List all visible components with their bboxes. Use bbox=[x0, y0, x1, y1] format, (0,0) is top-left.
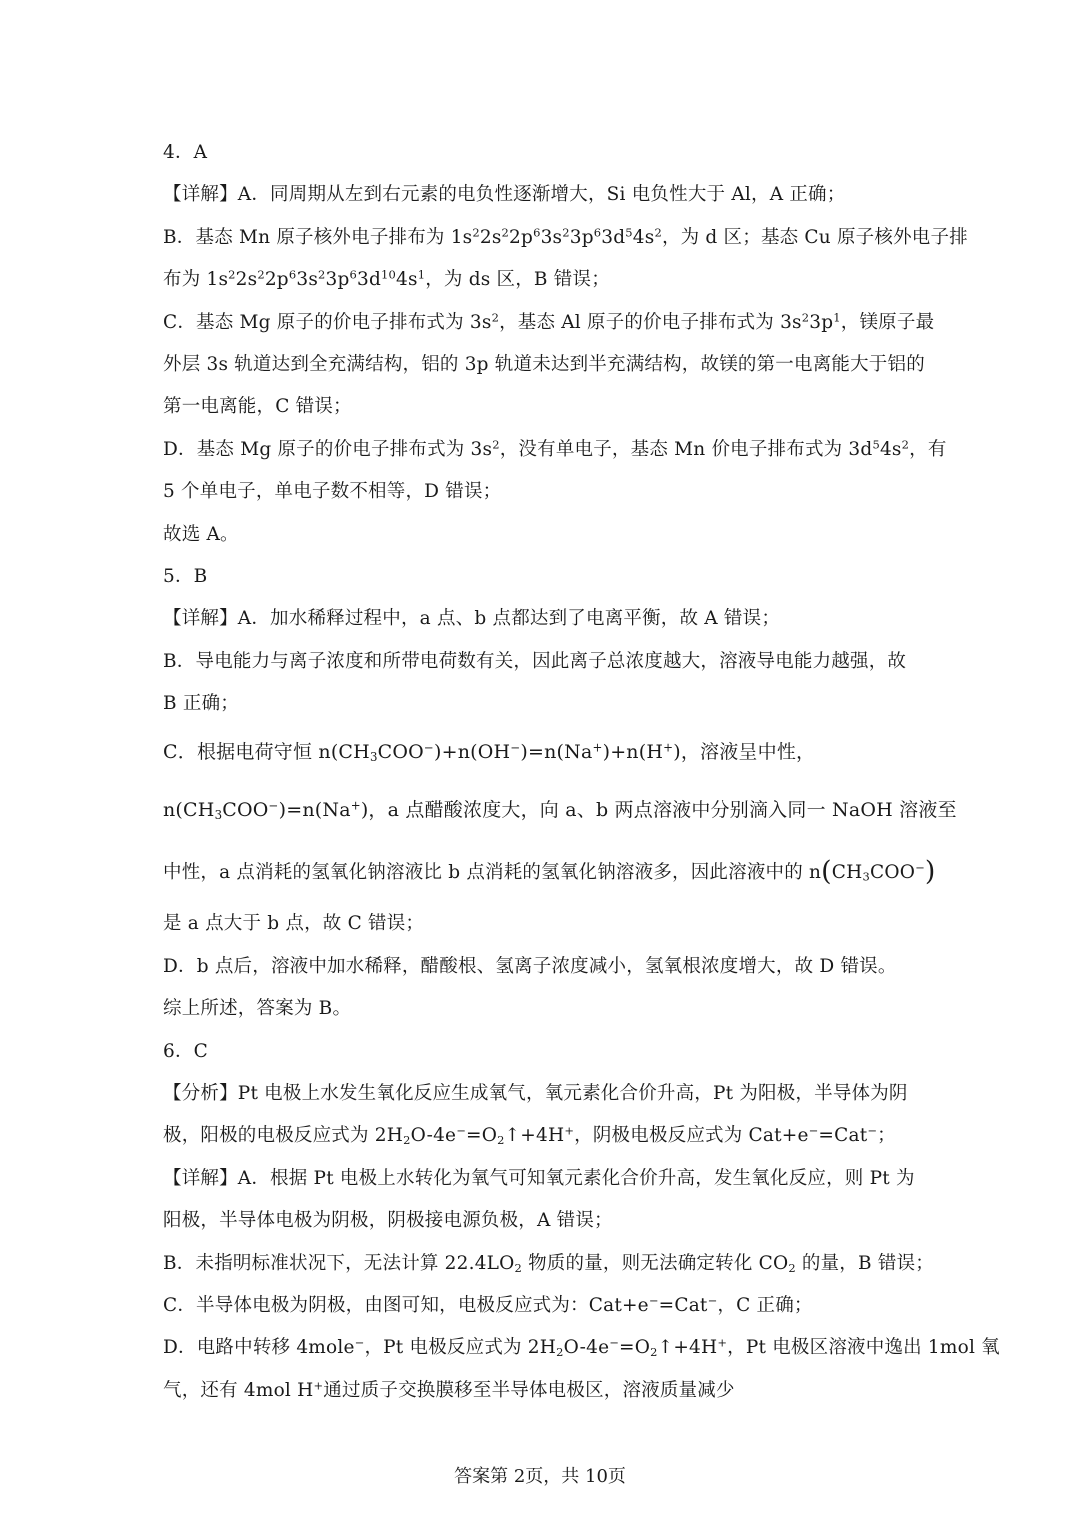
text-line: 【详解】A．根据 Pt 电极上水转化为氧气可知氧元素化合价升高，发生氧化反应，则 Pt 为 bbox=[163, 1167, 915, 1189]
text-line: C．基态 Mg 原子的价电子排布式为 $3s^2$，基态 Al 原子的价电子排布式为 $3s^23p^1$，镁原子最 bbox=[163, 310, 935, 333]
text-line: 5．B bbox=[163, 565, 208, 587]
answer-body bbox=[163, 132, 1000, 1412]
text-line: 4．A bbox=[163, 142, 208, 163]
text-line: 阳极，半导体电极为阴极，阴极接电源负极，A 错误； bbox=[163, 1210, 613, 1232]
text-line: $n(CH_3COO^-)=n(Na^+)$，a 点醋酸浓度大，向 a、b 两点溶液中分别滴入同一 NaOH 溶液至 bbox=[163, 799, 957, 823]
text-line: 极，阳极的电极反应式为 $2H_2O-4e^-=O_2↑+4H^+$，阴极电极反应式为 Cat+e−=Cat−； bbox=[163, 1124, 896, 1148]
text-line: 5 个单电子，单电子数不相等，D 错误； bbox=[163, 481, 502, 503]
text-line: D．电路中转移 4mole−，Pt 电极反应式为 $2H_2O-4e^-=O_2↑+4H^+$，Pt 电极区溶液中逸出 1mol 氧 bbox=[163, 1336, 1000, 1360]
text-line: 【详解】A．同周期从左到右元素的电负性逐渐增大，Si 电负性大于 Al，A 正确； bbox=[163, 184, 846, 206]
text-line: 中性，a 点消耗的氢氧化钠溶液比 b 点消耗的氢氧化钠溶液多，因此溶液中的 $n(CH_3COO^-)$ bbox=[163, 856, 936, 888]
text-line: 【详解】A．加水稀释过程中，a 点、b 点都达到了电离平衡，故 A 错误； bbox=[163, 608, 781, 630]
text-line: D．基态 Mg 原子的价电子排布式为 $3s^2$，没有单电子，基态 Mn 价电子排布式为 $3d^54s^2$，有 bbox=[163, 437, 947, 460]
page-footer: 答案第 2页，共 10页 bbox=[454, 1466, 626, 1487]
text-line: C．根据电荷守恒 $n(CH_3COO^-)+n(OH^-)=n(Na^+)+n(H^+)$，溶液呈中性， bbox=[163, 741, 816, 765]
text-line: 综上所述，答案为 B。 bbox=[163, 998, 352, 1020]
text-line: 第一电离能，C 错误； bbox=[163, 396, 352, 418]
text-line: 布为 $1s^22s^22p^63s^23p^63d^{10}4s^1$，为 ds 区，B 错误； bbox=[163, 267, 610, 291]
text-line: 是 a 点大于 b 点，故 C 错误； bbox=[163, 913, 425, 935]
text-line: 气，还有 4mol H+通过质子交换膜移至半导体电极区，溶液质量减少 bbox=[163, 1378, 735, 1401]
text-line: 【分析】Pt 电极上水发生氧化反应生成氧气，氧元素化合价升高，Pt 为阳极，半导体为阴 bbox=[163, 1083, 908, 1105]
text-line: D．b 点后，溶液中加水稀释，醋酸根、氢离子浓度减小，氢氧根浓度增大，故 D 错误。 bbox=[163, 955, 897, 977]
text-line: 故选 A。 bbox=[163, 523, 239, 545]
text-line: B．未指明标准状况下，无法计算 $22.4LO_2$ 物质的量，则无法确定转化 $CO_2$ 的量，B 错误； bbox=[163, 1252, 934, 1275]
text-line: 外层 3s 轨道达到全充满结构，铝的 3p 轨道未达到半充满结构，故镁的第一电离能大于铝的 bbox=[163, 353, 925, 375]
text-line: B．导电能力与离子浓度和所带电荷数有关，因此离子总浓度越大，溶液导电能力越强，故 bbox=[163, 650, 907, 672]
text-line: B．基态 Mn 原子核外电子排布为 $1s^22s^22p^63s^23p^63d^54s^2$，为 d 区；基态 Cu 原子核外电子排 bbox=[163, 225, 968, 248]
text-line: C．半导体电极为阴极，由图可知，电极反应式为：Cat+e−=Cat−，C 正确； bbox=[163, 1293, 813, 1316]
text-line: 6．C bbox=[163, 1040, 209, 1062]
text-line: B 正确； bbox=[163, 693, 239, 715]
